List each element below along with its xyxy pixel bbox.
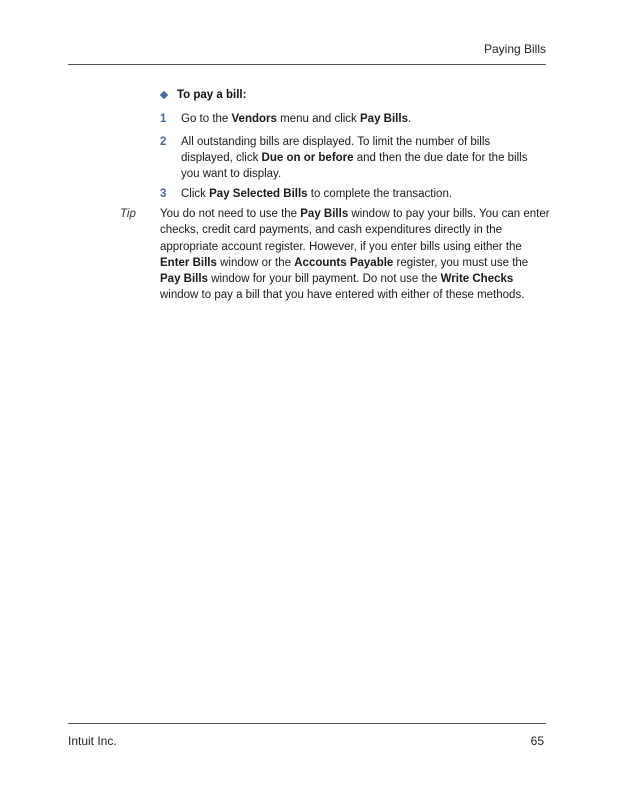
footer-company: Intuit Inc. <box>68 734 117 748</box>
option-name: Due on or before <box>261 152 354 164</box>
step-number: 1 <box>160 113 167 125</box>
procedure-heading <box>160 89 246 101</box>
step-text: Go to the Vendors menu and click Pay Bills. <box>181 113 412 125</box>
procedure-step-1 <box>160 111 540 127</box>
header-rule <box>68 64 546 65</box>
step-text: All outstanding bills are displayed. To limit the number of bills displayed, click Due on or before and then the due date for the bills you want to display. <box>181 136 528 180</box>
menu-name: Vendors <box>231 113 277 125</box>
step-number: 2 <box>160 136 167 148</box>
tip-label: Tip <box>120 208 136 220</box>
tip-paragraph: You do not need to use the Pay Bills window to pay your bills. You can enter checks, credit card payments, and cash expenditures directly in the appropriate account register. However, if you enter bills using either the Enter Bills window or the Accounts Payable register, you must use the Pay Bills window for your bill payment. Do not use the Write Checks window to pay a bill that you have entered with either of these methods. <box>160 208 550 302</box>
step-number: 3 <box>160 188 167 200</box>
procedure-step-2 <box>160 134 532 182</box>
command-name: Pay Bills <box>360 113 408 125</box>
footer-rule <box>68 723 546 724</box>
step-text: Click Pay Selected Bills to complete the transaction. <box>181 188 453 200</box>
diamond-bullet-icon <box>160 91 168 99</box>
running-header: Paying Bills <box>483 42 546 56</box>
procedure-heading-text: To pay a bill: <box>177 89 247 101</box>
page-number: 65 <box>530 734 544 748</box>
procedure-step-3 <box>160 186 540 202</box>
button-name: Pay Selected Bills <box>209 188 308 200</box>
